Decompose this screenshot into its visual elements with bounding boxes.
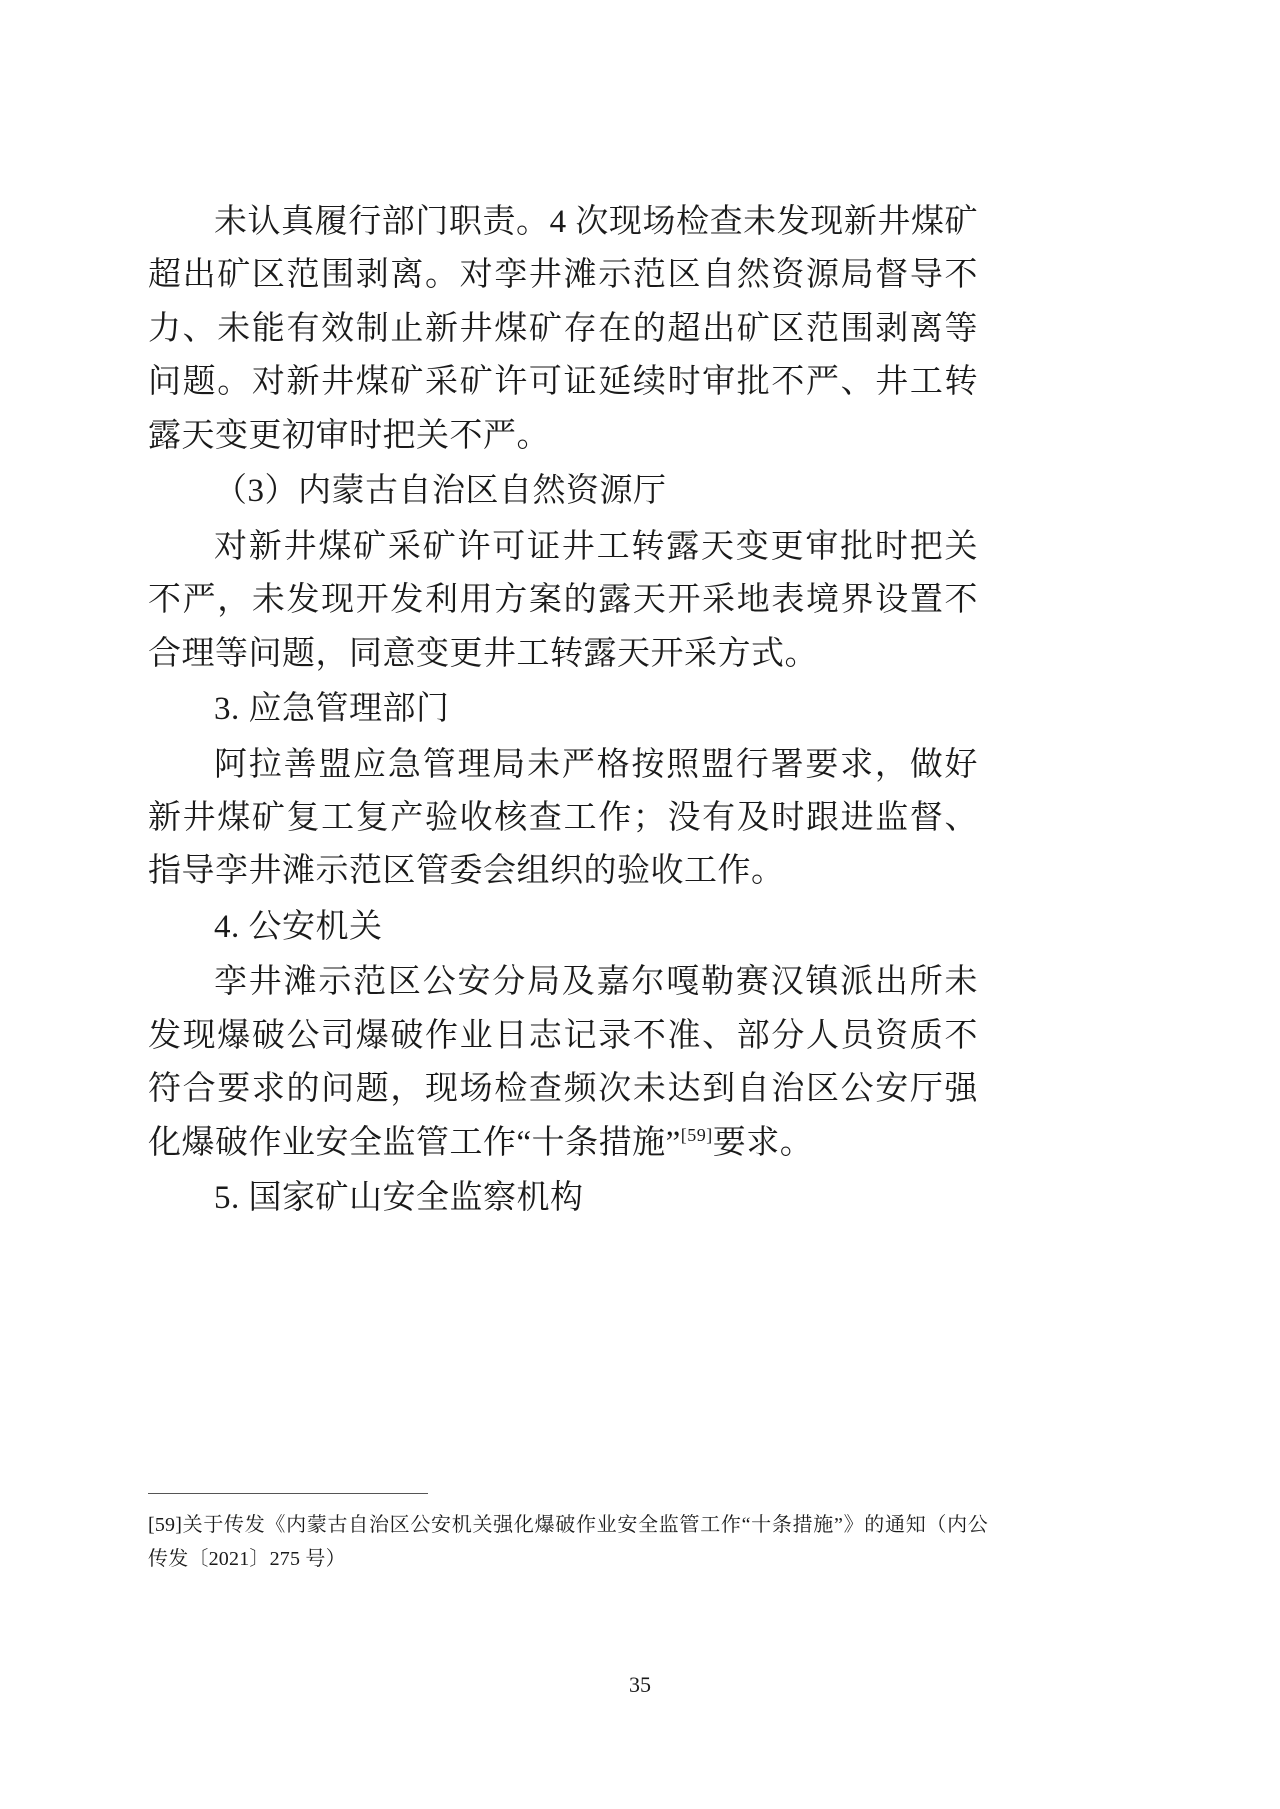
paragraph-section-2-continued: 未认真履行部门职责。4 次现场检查未发现新井煤矿超出矿区范围剥离。对孪井滩示范区自然资源局督导不力、未能有效制止新井煤矿存在的超出矿区范围剥离等问题。对新井煤矿采矿许可证延续时审批不严、井工转露天变更初审时把关不严。 [148, 204, 978, 454]
heading-5-mine-safety-supervision: 5. 国家矿山安全监察机构 [214, 1180, 584, 1217]
footnote-area [148, 1493, 988, 1577]
heading-4-public-security: 4. 公安机关 [214, 908, 383, 945]
footnote-reference-59[interactable]: [59] [680, 1124, 713, 1145]
page-body-content [148, 196, 978, 1228]
paragraph-public-security-body [148, 956, 978, 1170]
public-security-text-before: 孪井滩示范区公安分局及嘉尔嘎勒赛汉镇派出所未发现爆破公司爆破作业日志记录不准、部分人员资质不符合要求的问题，现场检查频次未达到自治区公安厅强化爆破作业安全监管工作“十条措施” [148, 964, 978, 1161]
heading-3-natural-resources-department: （3）内蒙古自治区自然资源厅 [214, 473, 667, 510]
footnote-separator-rule [148, 1493, 428, 1494]
footnote-59-text: [59]关于传发《内蒙古自治区公安机关强化爆破作业安全监管工作“十条措施”》的通知（内公传发〔2021〕275 号） [148, 1514, 988, 1571]
paragraph-natural-resources-department-body: 对新井煤矿采矿许可证井工转露天变更审批时把关不严，未发现开发利用方案的露天开采地表境界设置不合理等问题，同意变更井工转露天开采方式。 [148, 528, 978, 672]
public-security-text-after: 要求。 [712, 1124, 814, 1161]
heading-3-emergency-management: 3. 应急管理部门 [214, 691, 450, 728]
page-number: 35 [629, 1672, 651, 1697]
paragraph-emergency-management-body: 阿拉善盟应急管理局未严格按照盟行署要求，做好新井煤矿复工复产验收核查工作；没有及时跟进监督、指导孪井滩示范区管委会组织的验收工作。 [148, 746, 978, 890]
